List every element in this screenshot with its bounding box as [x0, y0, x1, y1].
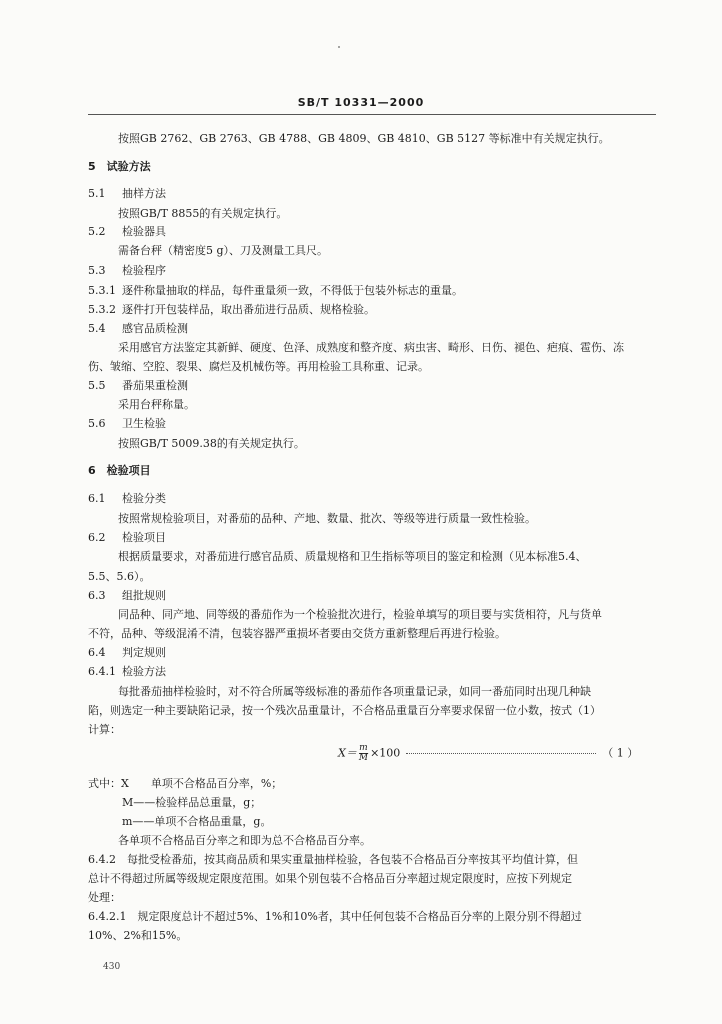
- paragraph-continuation: 5.5、5.6）。: [88, 570, 151, 583]
- clause-title: 检验分类: [122, 492, 166, 505]
- clause-number: 5.1: [88, 187, 106, 200]
- subclause: [88, 284, 463, 298]
- header-rule: [88, 114, 656, 115]
- clause-title: 组批规则: [122, 589, 166, 602]
- subclause: [88, 665, 166, 679]
- paragraph: 采用台秤称量。: [118, 398, 195, 411]
- clause-heading: [88, 589, 166, 603]
- paragraph: 各单项不合格品百分率之和即为总不合格品百分率。: [118, 834, 371, 847]
- subclause: 6.4.2.1 规定限度总计不超过5%、1%和10%者，其中任何包装不合格品百分率的上限分别不得超过: [88, 910, 582, 923]
- paragraph: 同品种、同产地、同等级的番茄作为一个检验批次进行，检验单填写的项目要与实货相符，凡与货单: [118, 608, 602, 621]
- clause-title: 检验方法: [122, 665, 166, 678]
- paragraph-continuation: 陷，则选定一种主要缺陷记录，按一个残次品重量计，不合格品重量百分率要求保留一位小数，按式（1）: [88, 704, 601, 717]
- formula-number: （ 1 ）: [602, 746, 639, 760]
- paragraph: 需备台秤（精密度5 g）、刀及测量工具尺。: [118, 244, 329, 257]
- where-line: M——检验样品总重量，g；: [122, 796, 262, 809]
- clause-heading: [88, 492, 166, 506]
- clause-heading: [88, 646, 166, 660]
- clause-heading: [88, 187, 166, 201]
- paragraph: 按照GB 2762、GB 2763、GB 4788、GB 4809、GB 4810、GB 5127 等标准中有关规定执行。: [118, 132, 610, 145]
- section-heading: 6 检验项目: [88, 464, 151, 477]
- formula-numerator: m: [359, 743, 368, 753]
- paragraph-continuation: 总计不得超过所属等级规定限度范围。如果个别包装不合格品百分率超过规定限度时，应按下列规定: [88, 872, 572, 885]
- clause-number: 6.4: [88, 646, 106, 659]
- clause-title: 抽样方法: [122, 187, 166, 200]
- clause-text: 逐件称量抽取的样品，每件重量须一致，不得低于包装外标志的重量。: [122, 284, 463, 297]
- clause-title: 卫生检验: [122, 417, 166, 430]
- where-line: 式中：X 单项不合格品百分率，%；: [88, 777, 283, 790]
- clause-number: 5.3: [88, 264, 106, 277]
- formula-1: [338, 744, 638, 763]
- paragraph: 根据质量要求，对番茄进行感官品质、质量规格和卫生指标等项目的鉴定和检测（见本标准5.4、: [118, 550, 587, 563]
- clause-heading: [88, 531, 166, 545]
- formula-leader: [406, 753, 596, 754]
- clause-text: 逐件打开包装样品，取出番茄进行品质、规格检验。: [122, 303, 375, 316]
- clause-title: 判定规则: [122, 646, 166, 659]
- clause-heading: [88, 379, 188, 393]
- where-line: m——单项不合格品重量，g。: [122, 815, 272, 828]
- paragraph: 按照GB/T 8855的有关规定执行。: [118, 207, 288, 220]
- clause-number: 5.3.1: [88, 284, 116, 297]
- clause-number: 6.3: [88, 589, 106, 602]
- paragraph-continuation: 10%、2%和15%。: [88, 929, 188, 942]
- paragraph-continuation: 不符，品种、等级混淆不清，包装容器严重损坏者要由交货方重新整理后再进行检验。: [88, 627, 506, 640]
- paragraph-continuation: 伤、皱缩、空腔、裂果、腐烂及机械伤等。再用检验工具称重、记录。: [88, 360, 429, 373]
- section-heading: 5 试验方法: [88, 160, 151, 173]
- paragraph: 每批番茄抽样检验时，对不符合所属等级标准的番茄作各项重量记录，如同一番茄同时出现几种缺: [118, 685, 591, 698]
- clause-number: 6.4.1: [88, 665, 116, 678]
- clause-heading: [88, 225, 166, 239]
- formula-fraction: [359, 744, 368, 763]
- paragraph: 采用感官方法鉴定其新鲜、硬度、色泽、成熟度和整齐度、病虫害、畸形、日伤、褪色、疤痕、雹伤、冻: [118, 341, 624, 354]
- clause-number: 5.6: [88, 417, 106, 430]
- clause-title: 番茄果重检测: [122, 379, 188, 392]
- clause-title: 检验程序: [122, 264, 166, 277]
- formula-denominator: M: [358, 753, 369, 763]
- clause-number: 5.5: [88, 379, 106, 392]
- clause-title: 检验器具: [122, 225, 166, 238]
- paragraph: 按照GB/T 5009.38的有关规定执行。: [118, 437, 305, 450]
- standard-header: SB/T 10331—2000: [297, 96, 425, 109]
- page-number: 430: [103, 962, 121, 972]
- clause-number: 5.2: [88, 225, 106, 238]
- clause-title: 感官品质检测: [122, 322, 188, 335]
- clause-number: 5.4: [88, 322, 106, 335]
- clause-number: 6.2: [88, 531, 106, 544]
- paragraph-continuation: 处理：: [88, 891, 121, 904]
- scan-speck: [338, 46, 340, 48]
- subclause: 6.4.2 每批受检番茄，按其商品质和果实重量抽样检验，各包装不合格品百分率按其平均值计算，但: [88, 853, 578, 866]
- subclause: [88, 303, 375, 317]
- clause-heading: [88, 322, 188, 336]
- clause-number: 5.3.2: [88, 303, 116, 316]
- formula-lhs: X＝: [338, 746, 357, 760]
- clause-number: 6.1: [88, 492, 106, 505]
- paragraph: 按照常规检验项目，对番茄的品种、产地、数量、批次、等级等进行质量一致性检验。: [118, 512, 536, 525]
- paragraph-continuation: 计算：: [88, 723, 121, 736]
- clause-heading: [88, 417, 166, 431]
- clause-heading: [88, 264, 166, 278]
- clause-title: 检验项目: [122, 531, 166, 544]
- formula-multiplier: ×100: [370, 746, 401, 760]
